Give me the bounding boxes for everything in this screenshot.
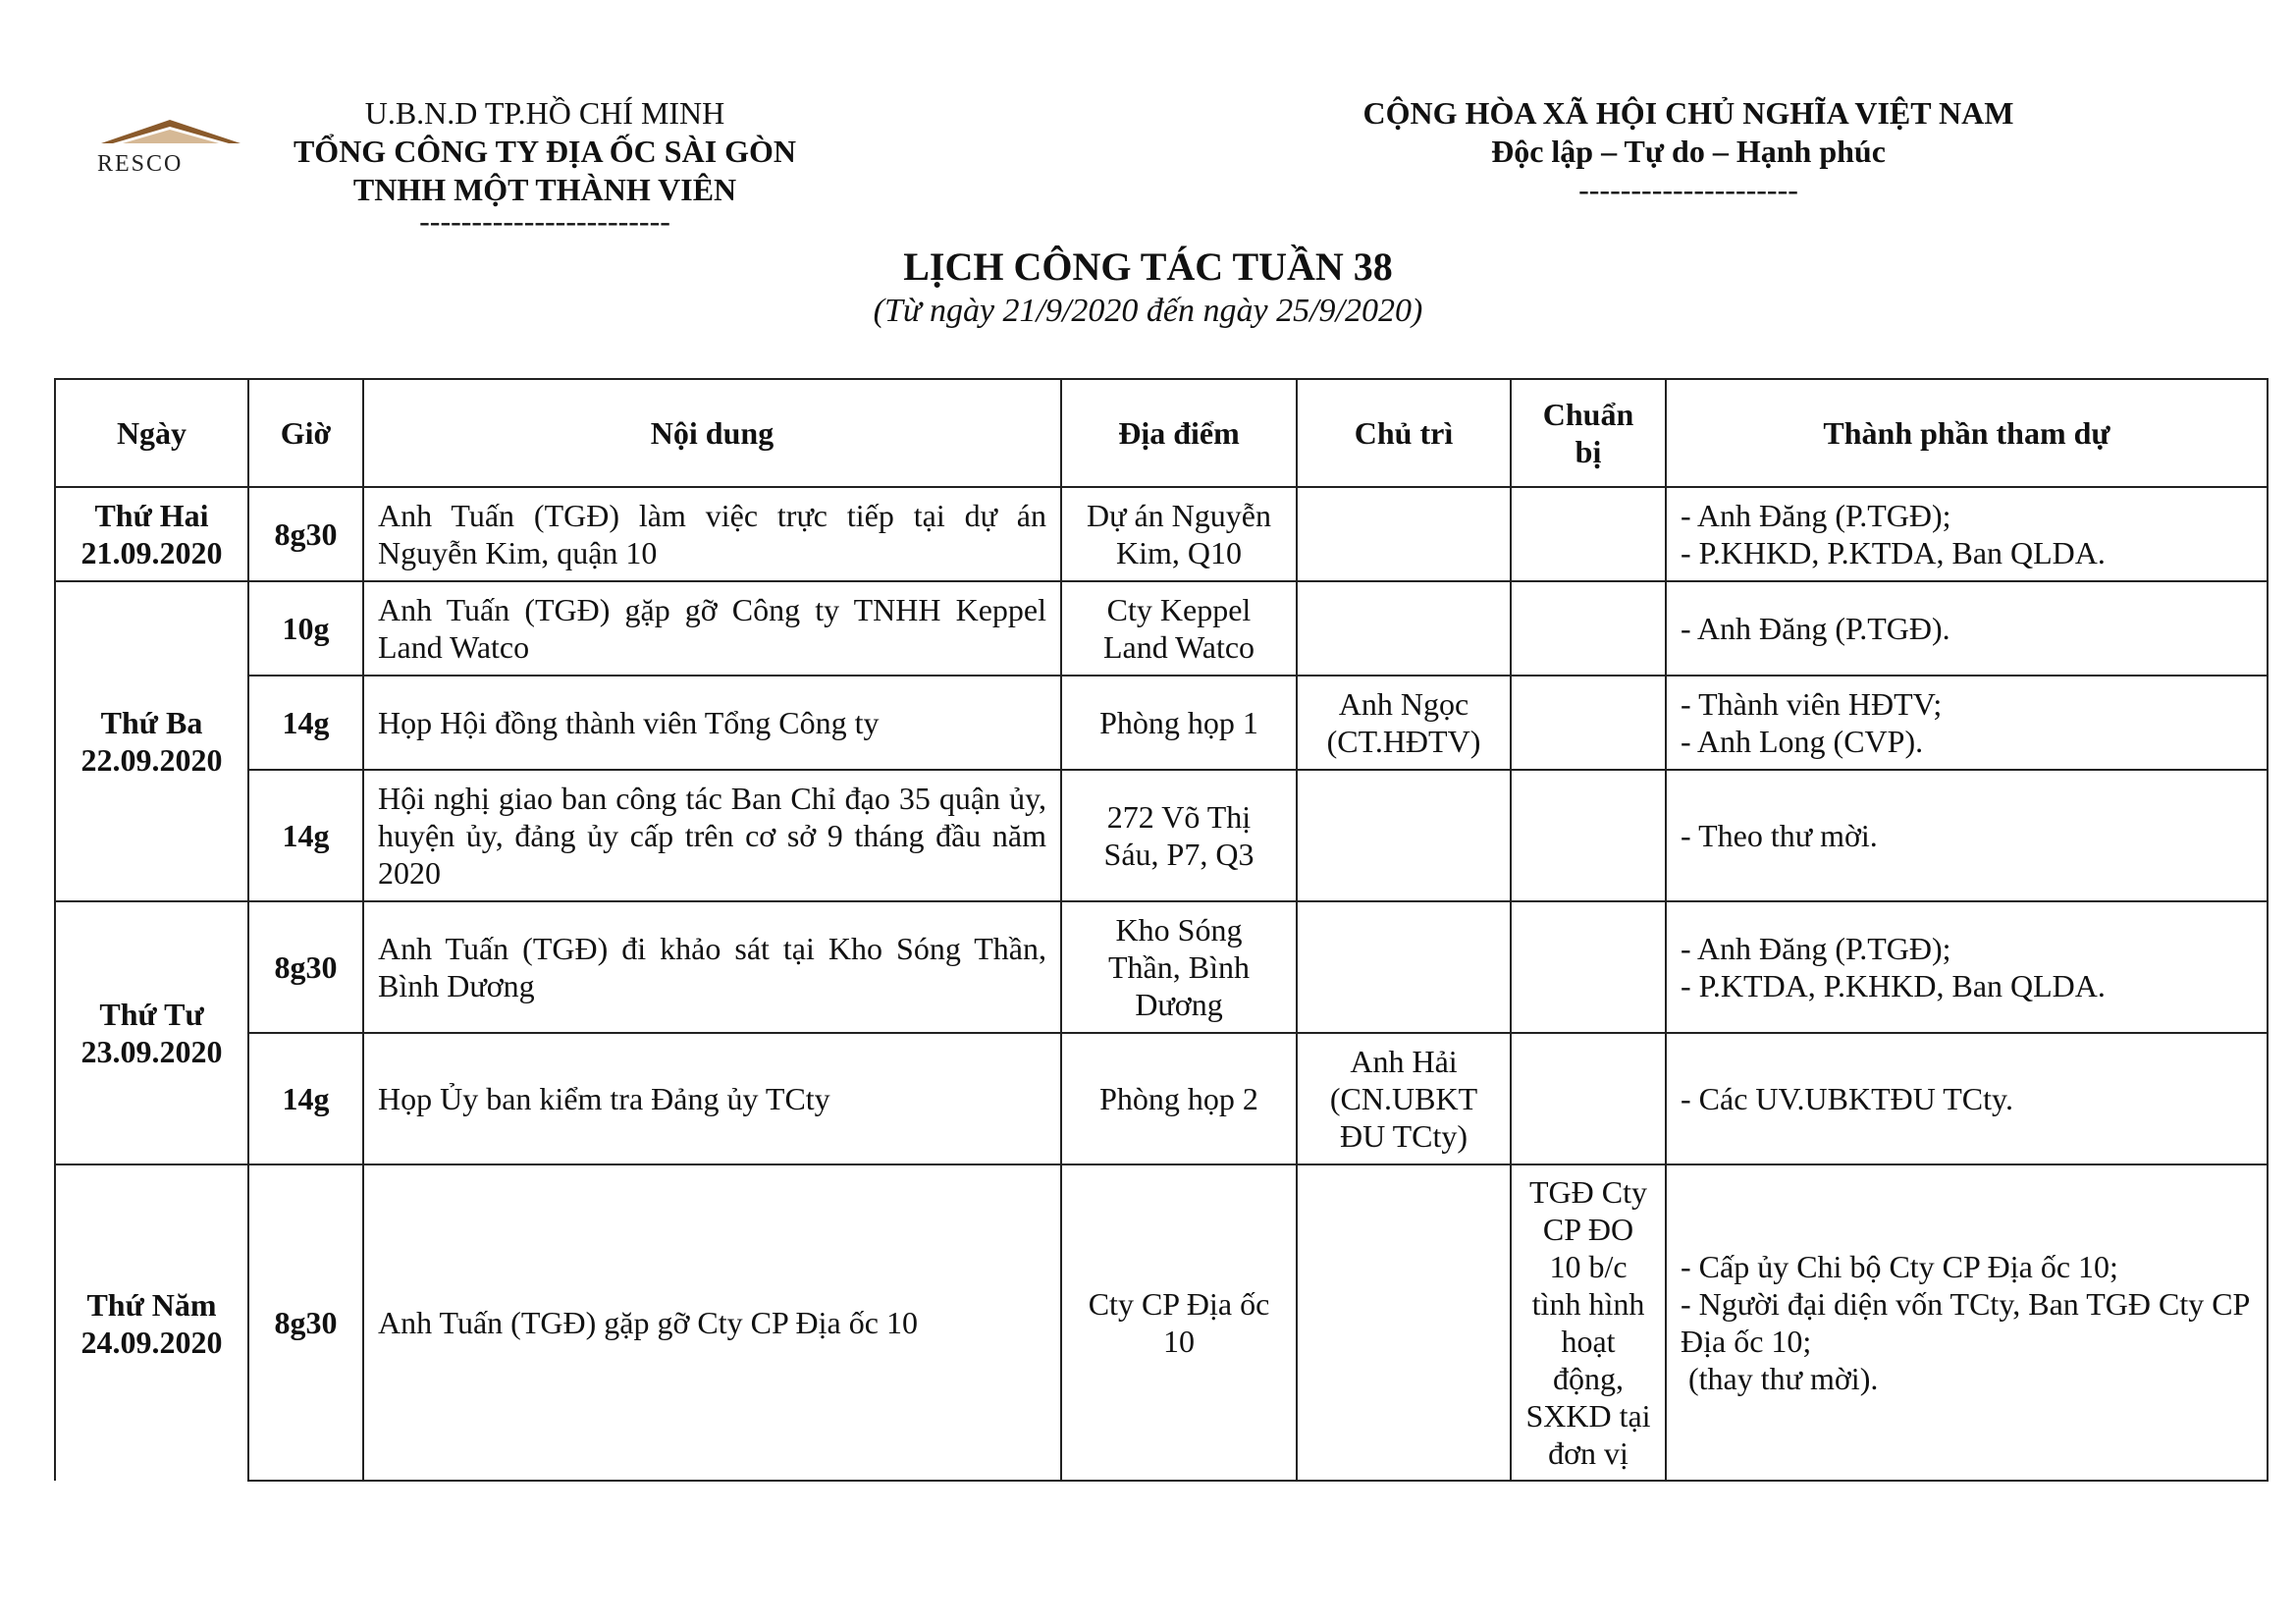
day-cell: Thứ Năm 24.09.2020: [55, 1164, 248, 1481]
place-cell: Cty CP Địa ốc 10: [1061, 1164, 1297, 1481]
table-row: [55, 581, 2268, 676]
org-line-1: U.B.N.D TP.HỒ CHÍ MINH: [364, 95, 725, 131]
day-cell: Thứ Ba 22.09.2020: [55, 581, 248, 901]
chair-cell: [1297, 487, 1511, 581]
time-cell: 8g30: [248, 487, 363, 581]
content-cell: Anh Tuấn (TGĐ) đi khảo sát tại Kho Sóng Thần, Bình Dương: [363, 901, 1061, 1033]
header-attendees: Thành phần tham dự: [1666, 379, 2268, 487]
organization-header: [250, 94, 839, 239]
header-chair: Chủ trì: [1297, 379, 1511, 487]
org-divider: ------------------------: [419, 203, 670, 239]
place-cell: 272 Võ Thị Sáu, P7, Q3: [1061, 770, 1297, 901]
org-line-3: TNHH MỘT THÀNH VIÊN: [352, 172, 737, 207]
national-header: [1306, 94, 2071, 209]
header-time: Giờ: [248, 379, 363, 487]
place-cell: Dự án Nguyễn Kim, Q10: [1061, 487, 1297, 581]
content-cell: Anh Tuấn (TGĐ) gặp gỡ Cty CP Địa ốc 10: [363, 1164, 1061, 1481]
table-row: [55, 901, 2268, 1033]
day-cell: Thứ Tư 23.09.2020: [55, 901, 248, 1164]
attendees-cell: - Anh Đăng (P.TGĐ).: [1666, 581, 2268, 676]
nation-line-1: CỘNG HÒA XÃ HỘI CHỦ NGHĨA VIỆT NAM: [1362, 95, 2014, 131]
table-header-row: [55, 379, 2268, 487]
prep-cell: [1511, 487, 1666, 581]
time-cell: 14g: [248, 770, 363, 901]
table-row: [55, 676, 2268, 770]
schedule-table: [54, 378, 2269, 1482]
content-cell: Anh Tuấn (TGĐ) làm việc trực tiếp tại dự án Nguyễn Kim, quận 10: [363, 487, 1061, 581]
header-place: Địa điểm: [1061, 379, 1297, 487]
chair-cell: Anh Hải (CN.UBKT ĐU TCty): [1297, 1033, 1511, 1164]
table-row: [55, 770, 2268, 901]
header-prep: Chuẩn bị: [1511, 379, 1666, 487]
time-cell: 8g30: [248, 1164, 363, 1481]
attendees-cell: - Các UV.UBKTĐU TCty.: [1666, 1033, 2268, 1164]
resco-logo: [93, 114, 260, 179]
day-cell: Thứ Hai 21.09.2020: [55, 487, 248, 581]
chair-cell: [1297, 770, 1511, 901]
content-cell: Anh Tuấn (TGĐ) gặp gỡ Công ty TNHH Keppel Land Watco: [363, 581, 1061, 676]
content-cell: Họp Hội đồng thành viên Tổng Công ty: [363, 676, 1061, 770]
place-cell: Cty Keppel Land Watco: [1061, 581, 1297, 676]
prep-cell: [1511, 770, 1666, 901]
prep-cell: [1511, 581, 1666, 676]
time-cell: 10g: [248, 581, 363, 676]
attendees-cell: - Anh Đăng (P.TGĐ); - P.KHKD, P.KTDA, Ban QLDA.: [1666, 487, 2268, 581]
place-cell: Phòng họp 1: [1061, 676, 1297, 770]
document-subtitle: (Từ ngày 21/9/2020 đến ngày 25/9/2020): [873, 293, 1423, 329]
prep-cell: [1511, 1033, 1666, 1164]
nation-divider: ---------------------: [1578, 172, 1798, 207]
time-cell: 14g: [248, 1033, 363, 1164]
time-cell: 8g30: [248, 901, 363, 1033]
place-cell: Kho Sóng Thần, Bình Dương: [1061, 901, 1297, 1033]
attendees-cell: - Cấp ủy Chi bộ Cty CP Địa ốc 10; - Người đại diện vốn TCty, Ban TGĐ Cty CP Địa ốc 10; (thay thư mời).: [1666, 1164, 2268, 1481]
content-cell: Họp Ủy ban kiểm tra Đảng ủy TCty: [363, 1033, 1061, 1164]
nation-line-2: Độc lập – Tự do – Hạnh phúc: [1491, 134, 1886, 169]
table-row: [55, 1164, 2268, 1481]
prep-cell: [1511, 676, 1666, 770]
header-content: Nội dung: [363, 379, 1061, 487]
svg-text:RESCO: RESCO: [97, 151, 184, 177]
prep-cell: [1511, 901, 1666, 1033]
table-row: [55, 1033, 2268, 1164]
document-title: LỊCH CÔNG TÁC TUẦN 38: [903, 244, 1393, 289]
org-line-2: TỔNG CÔNG TY ĐỊA ỐC SÀI GÒN: [293, 134, 797, 169]
chair-cell: Anh Ngọc (CT.HĐTV): [1297, 676, 1511, 770]
chair-cell: [1297, 1164, 1511, 1481]
content-cell: Hội nghị giao ban công tác Ban Chỉ đạo 35 quận ủy, huyện ủy, đảng ủy cấp trên cơ sở 9 tháng đầu năm 2020: [363, 770, 1061, 901]
roof-icon: [93, 114, 260, 179]
attendees-cell: - Anh Đăng (P.TGĐ); - P.KTDA, P.KHKD, Ban QLDA.: [1666, 901, 2268, 1033]
table-row: [55, 487, 2268, 581]
place-cell: Phòng họp 2: [1061, 1033, 1297, 1164]
header-day: Ngày: [55, 379, 248, 487]
time-cell: 14g: [248, 676, 363, 770]
chair-cell: [1297, 581, 1511, 676]
prep-cell: TGĐ Cty CP ĐO 10 b/c tình hình hoạt động, SXKD tại đơn vị: [1511, 1164, 1666, 1481]
attendees-cell: - Theo thư mời.: [1666, 770, 2268, 901]
chair-cell: [1297, 901, 1511, 1033]
attendees-cell: - Thành viên HĐTV; - Anh Long (CVP).: [1666, 676, 2268, 770]
